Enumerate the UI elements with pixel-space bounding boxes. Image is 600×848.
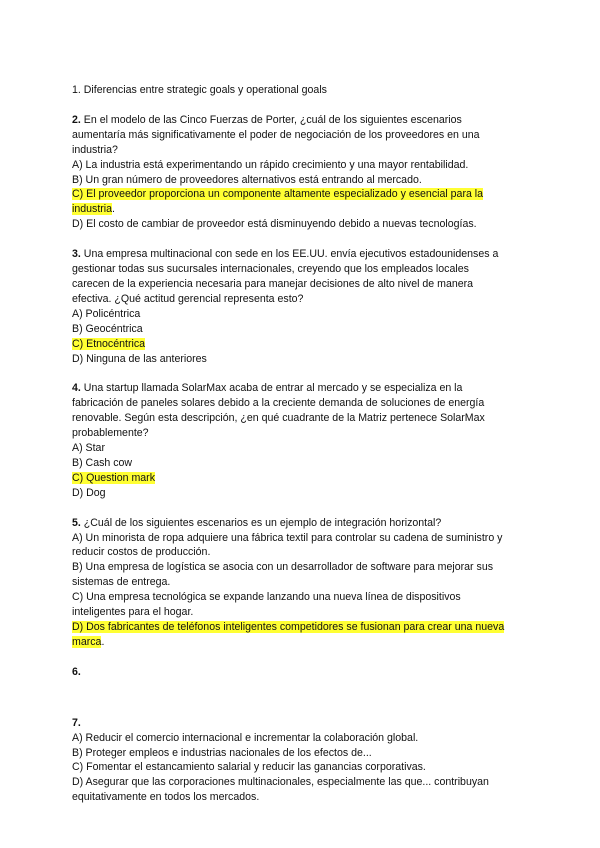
question-2-option-d: D) El costo de cambiar de proveedor está disminuyendo debido a nuevas tecnologías. (72, 218, 477, 231)
question-4-stem-line-4: probablemente? (72, 427, 149, 440)
question-5 (72, 516, 534, 650)
question-4-stem-line-3: renovable. Según esta descripción, ¿en qué cuadrante de la Matriz pertenece SolarMax (72, 412, 485, 425)
question-7-option-d-line-1: D) Asegurar que las corporaciones multinacionales, especialmente las que... contribuyan (72, 776, 489, 789)
spacer (72, 695, 534, 716)
answer-highlight: marca (72, 635, 102, 648)
question-4-answer (72, 471, 534, 486)
question-5-option-c-line-2: inteligentes para el hogar. (72, 606, 194, 619)
question-6-number: 6. (72, 665, 81, 678)
question-5-option-a-line-2: reducir costos de producción. (72, 546, 211, 559)
question-7-option-b: B) Proteger empleos e industrias nacionales de los efectos de... (72, 746, 372, 759)
question-5-option-c-line-1: C) Una empresa tecnológica se expande lanzando una nueva línea de dispositivos (72, 591, 461, 604)
answer-highlight: industria (72, 203, 113, 216)
question-2 (72, 113, 534, 232)
question-4-option-a: A) Star (72, 442, 105, 455)
question-5-option-b-line-1: B) Una empresa de logística se asocia con un desarrollador de software para mejorar sus (72, 561, 494, 574)
question-number: 3. (72, 248, 81, 261)
question-3-stem-line-1: 3. Una empresa multinacional con sede en los EE.UU. envía ejecutivos estadounidenses a (72, 248, 499, 261)
question-number: 2. (72, 113, 81, 126)
question-3-option-d: D) Ninguna de las anteriores (72, 352, 207, 365)
question-7-option-c: C) Fomentar el estancamiento salarial y reducir las ganancias corporativas. (72, 761, 426, 774)
question-4 (72, 381, 534, 500)
answer-highlight: C) El proveedor proporciona un componente altamente especializado y esencial para la (72, 188, 484, 201)
question-2-stem-line-2: aumentaría más significativamente el poder de negociación de los proveedores en una (72, 128, 480, 141)
document-content (72, 83, 534, 820)
question-5-answer-line-2: marca. (72, 635, 105, 648)
answer-highlight: C) Etnocéntrica (72, 337, 146, 350)
question-4-stem-line-2: fabricación de paneles solares debido a la creciente demanda de soluciones de energía (72, 397, 485, 410)
question-4-option-d: D) Dog (72, 486, 106, 499)
question-7-option-d-line-2: equitativamente en todos los mercados. (72, 791, 260, 804)
question-2-option-b: B) Un gran número de proveedores alternativos está entrando al mercado. (72, 173, 422, 186)
question-2-answer-line-1 (72, 187, 534, 202)
question-2-stem-line-1: 2. En el modelo de las Cinco Fuerzas de Porter, ¿cuál de los siguientes escenarios (72, 113, 462, 126)
question-3-option-b: B) Geocéntrica (72, 322, 143, 335)
question-5-answer-line-1 (72, 620, 534, 635)
question-5-option-a-line-1: A) Un minorista de ropa adquiere una fábrica textil para controlar su cadena de suministro y (72, 531, 503, 544)
question-3 (72, 247, 534, 366)
question-4-option-b: B) Cash cow (72, 456, 133, 469)
question-1 (72, 83, 534, 98)
question-1-text: 1. Diferencias entre strategic goals y operational goals (72, 84, 327, 96)
question-7-number: 7. (72, 716, 81, 729)
question-number: 4. (72, 382, 81, 395)
question-2-stem-line-3: industria? (72, 143, 118, 156)
question-3-stem-line-3: carecen de la experiencia necesaria para manejar decisiones de alto nivel de manera (72, 277, 474, 290)
question-3-stem-line-4: efectiva. ¿Qué actitud gerencial representa esto? (72, 292, 304, 305)
question-4-stem-line-1: 4. Una startup llamada SolarMax acaba de entrar al mercado y se especializa en la (72, 382, 463, 395)
question-6 (72, 665, 534, 680)
question-5-stem-line-1: 5. ¿Cuál de los siguientes escenarios es un ejemplo de integración horizontal? (72, 516, 442, 529)
question-2-answer-line-2: industria. (72, 203, 115, 216)
question-number: 5. (72, 516, 81, 529)
question-2-option-a: A) La industria está experimentando un rápido crecimiento y una mayor rentabilidad. (72, 158, 469, 171)
question-5-option-b-line-2: sistemas de entrega. (72, 576, 171, 589)
question-3-answer (72, 337, 534, 352)
answer-highlight: C) Question mark (72, 471, 156, 484)
question-3-stem-line-2: gestionar todas sus sucursales internacionales, creyendo que los empleados locales (72, 263, 469, 276)
question-7 (72, 716, 534, 805)
answer-highlight: D) Dos fabricantes de teléfonos inteligentes competidores se fusionan para crear una nueva (72, 621, 505, 633)
question-3-option-a: A) Policéntrica (72, 307, 141, 320)
question-7-option-a: A) Reducir el comercio internacional e incrementar la colaboración global. (72, 731, 419, 744)
